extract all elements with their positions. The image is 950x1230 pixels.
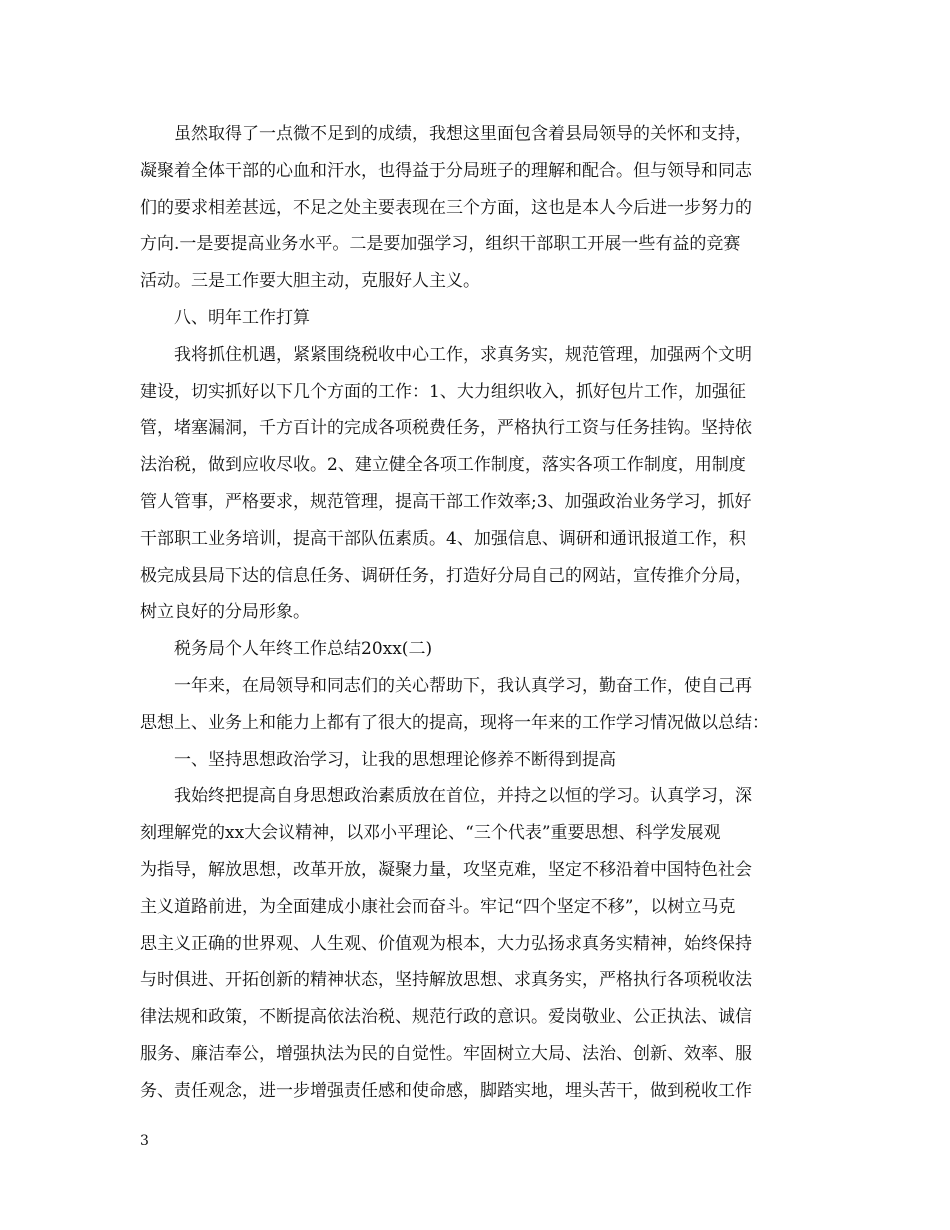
text-line: 刻理解党的xx大会议精神，以邓小平理论、“三个代表”重要思想、科学发展观 bbox=[140, 823, 721, 844]
text-line: 我始终把提高自身思想政治素质放在首位，并持之以恒的学习。认真学习，深 bbox=[174, 786, 752, 807]
text-line: 方向.一是要提高业务水平。二是要加强学习，组织干部职工开展一些有益的竞赛 bbox=[140, 234, 741, 255]
text-line: 务、责任观念，进一步增强责任感和使命感，脚踏实地，埋头苦干，做到税收工作 bbox=[140, 1080, 752, 1101]
text-line: 活动。三是工作要大胆主动，克服好人主义。 bbox=[140, 271, 480, 292]
text-line: 税务局个人年终工作总结20xx(二) bbox=[174, 639, 433, 660]
document-body bbox=[140, 116, 812, 1110]
text-line: 思主义正确的世界观、人生观、价值观为根本，大力弘扬求真务实精神，始终保持 bbox=[140, 933, 752, 954]
text-line: 一、坚持思想政治学习，让我的思想理论修养不断得到提高 bbox=[174, 749, 616, 770]
text-line: 思想上、业务上和能力上都有了很大的提高，现将一年来的工作学习情况做以总结： bbox=[140, 712, 769, 733]
text-line: 八、明年工作打算 bbox=[174, 307, 310, 328]
text-line: 为指导，解放思想，改革开放，凝聚力量，攻坚克难，坚定不移沿着中国特色社会 bbox=[140, 859, 752, 880]
text-line: 管人管事，严格要求，规范管理，提高干部工作效率;3、加强政治业务学习，抓好 bbox=[140, 491, 752, 512]
text-line: 一年来，在局领导和同志们的关心帮助下，我认真学习，勤奋工作，使自己再 bbox=[174, 675, 752, 696]
text-line: 法治税，做到应收尽收。2、建立健全各项工作制度，落实各项工作制度，用制度 bbox=[140, 455, 746, 476]
text-line: 与时俱进、开拓创新的精神状态，坚持解放思想、求真务实，严格执行各项税收法 bbox=[140, 970, 752, 991]
text-line: 服务、廉洁奉公，增强执法为民的自觉性。牢固树立大局、法治、创新、效率、服 bbox=[140, 1043, 752, 1064]
text-line: 律法规和政策，不断提高依法治税、规范行政的意识。爱岗敬业、公正执法、诚信 bbox=[140, 1007, 752, 1028]
text-line: 管，堵塞漏洞，千方百计的完成各项税费任务，严格执行工资与任务挂钩。坚持依 bbox=[140, 418, 752, 439]
text-line: 极完成县局下达的信息任务、调研任务，打造好分局自己的网站，宣传推介分局， bbox=[140, 565, 752, 586]
text-line: 们的要求相差甚远，不足之处主要表现在三个方面，这也是本人今后进一步努力的 bbox=[140, 197, 752, 218]
text-line: 凝聚着全体干部的心血和汗水，也得益于分局班子的理解和配合。但与领导和同志 bbox=[140, 160, 752, 181]
text-line: 我将抓住机遇，紧紧围绕税收中心工作，求真务实，规范管理，加强两个文明 bbox=[174, 344, 752, 365]
text-line: 树立良好的分局形象。 bbox=[140, 602, 310, 623]
page-number: 3 bbox=[140, 1133, 149, 1149]
text-line: 干部职工业务培训，提高干部队伍素质。4、加强信息、调研和通讯报道工作，积 bbox=[140, 528, 746, 549]
text-line: 主义道路前进，为全面建成小康社会而奋斗。牢记“四个坚定不移”，以树立马克 bbox=[140, 896, 736, 917]
text-line: 虽然取得了一点微不足到的成绩，我想这里面包含着县局领导的关怀和支持， bbox=[174, 124, 752, 144]
text-line: 建设，切实抓好以下几个方面的工作：1、大力组织收入，抓好包片工作，加强征 bbox=[140, 381, 746, 402]
